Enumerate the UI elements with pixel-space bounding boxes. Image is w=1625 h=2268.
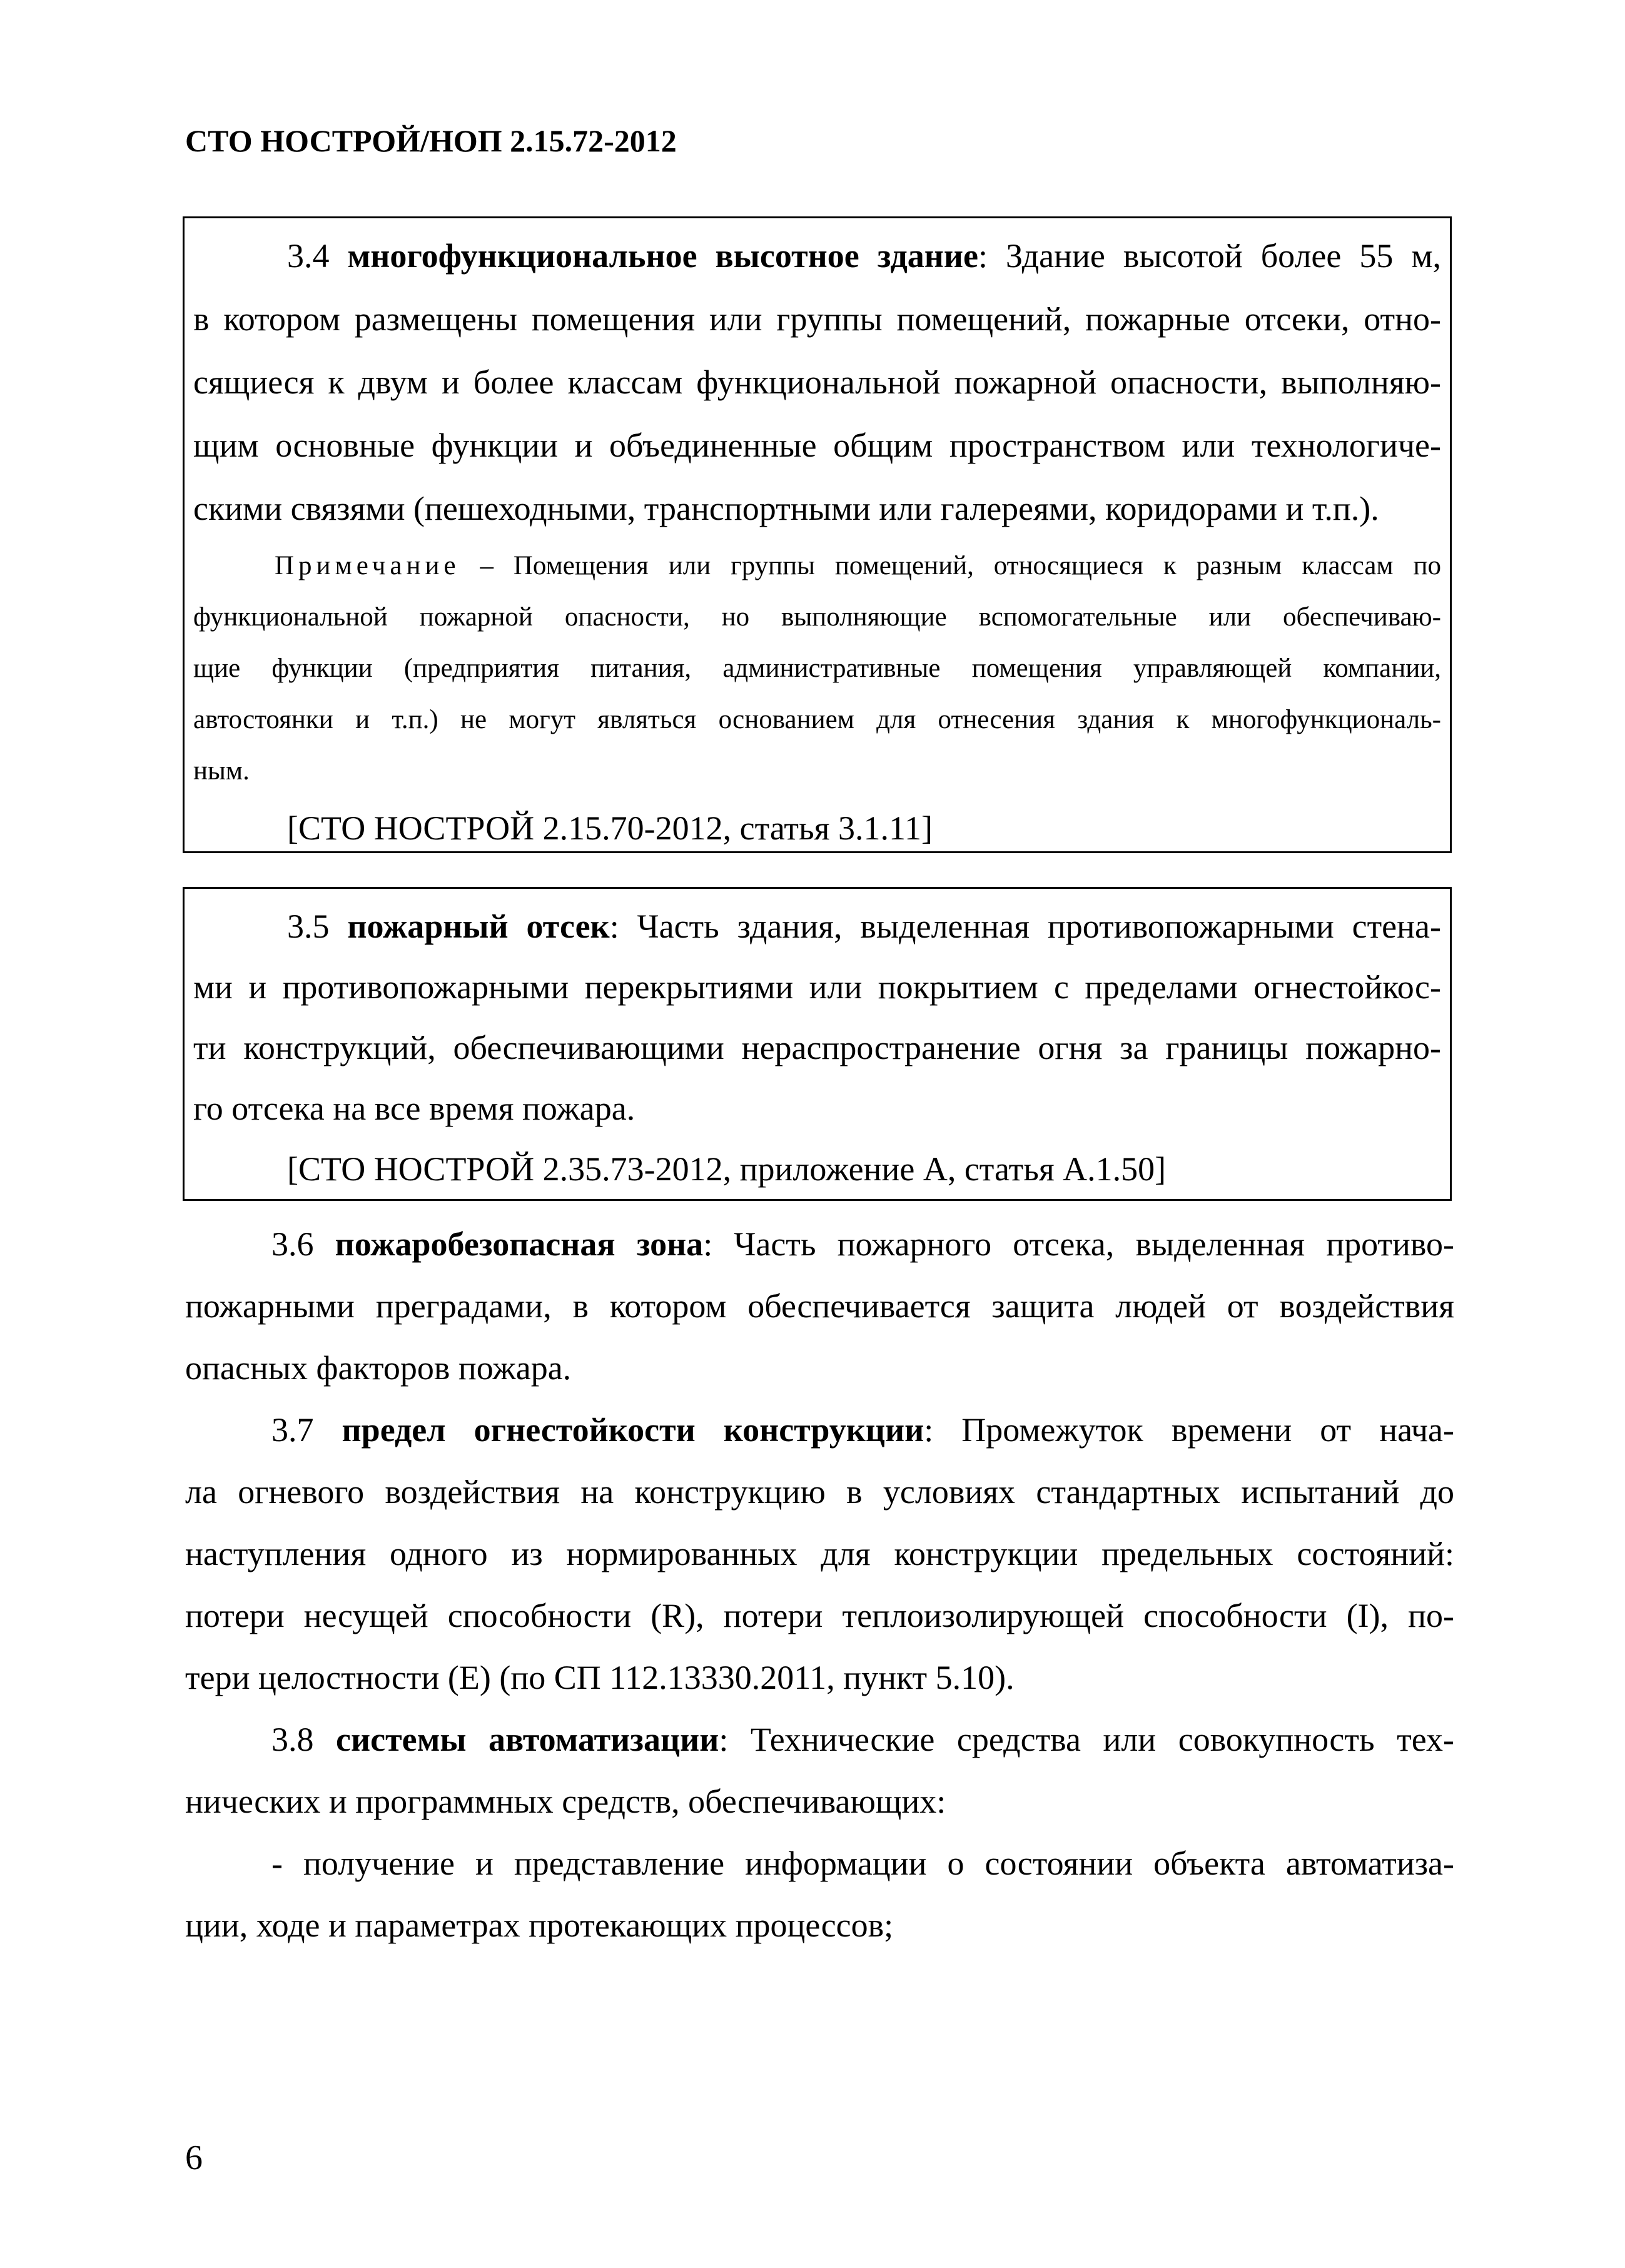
text-line <box>185 1585 1454 1647</box>
text-line <box>185 1895 1454 1957</box>
text-line <box>193 1018 1441 1078</box>
text-line <box>185 1275 1454 1337</box>
line-text: автостоянки и т.п.) не могут являться основанием для отнесения здания к многофункциональ- <box>193 705 1441 734</box>
line-text: - получение и представление информации о состоянии объекта автоматиза- <box>271 1845 1454 1882</box>
line-text: скими связями (пешеходными, транспортными или галереями, коридорами и т.п.). <box>193 490 1379 527</box>
defined-term: пожарный отсек <box>347 908 610 945</box>
line-text: ла огневого воздействия на конструкцию в условиях стандартных испытаний до <box>185 1473 1454 1511</box>
line-text: : Часть пожарного отсека, выделенная противо- <box>703 1225 1454 1263</box>
text-line <box>193 643 1441 694</box>
line-text: ти конструкций, обеспечивающими нераспространение огня за границы пожарно- <box>193 1029 1441 1066</box>
text-line <box>193 694 1441 746</box>
clause-number: 3.5 <box>287 908 330 945</box>
definition-paragraph <box>193 896 1441 1139</box>
line-text: потери несущей способности (R), потери теплоизолирующей способности (I), по- <box>185 1597 1454 1634</box>
text-line <box>193 477 1441 540</box>
line-text: наступления одного из нормированных для конструкции предельных состояний: <box>185 1535 1454 1572</box>
line-text: щим основные функции и объединенные общим пространством или технологиче- <box>193 427 1441 464</box>
text-line <box>193 540 1441 592</box>
paragraph <box>185 1833 1454 1957</box>
definition-box-3-4 <box>183 216 1452 853</box>
body-text <box>185 1213 1454 1957</box>
line-text: – Помещения или группы помещений, относящиеся к разным классам по <box>460 551 1441 580</box>
text-line <box>193 1078 1441 1139</box>
page-number: 6 <box>185 2139 203 2177</box>
line-text: : Часть здания, выделенная противопожарными стена- <box>609 908 1441 945</box>
clause-number: 3.6 <box>271 1225 314 1263</box>
defined-term: системы автоматизации <box>336 1721 719 1758</box>
text-line <box>185 1399 1454 1461</box>
definition-paragraph <box>193 225 1441 540</box>
line-text: го отсека на все время пожара. <box>193 1090 635 1127</box>
defined-term: предел огнестойкости конструкции <box>342 1411 924 1449</box>
text-line <box>185 1523 1454 1585</box>
text-line <box>193 288 1441 351</box>
text-line <box>193 957 1441 1018</box>
text-line <box>185 1461 1454 1523</box>
text-line <box>185 1709 1454 1771</box>
document-header: СТО НОСТРОЙ/НОП 2.15.72-2012 <box>185 123 677 158</box>
clause-number: 3.7 <box>271 1411 314 1449</box>
definition-box-3-5 <box>183 887 1452 1201</box>
citation: [СТО НОСТРОЙ 2.35.73-2012, приложение А, статья А.1.50] <box>287 1150 1167 1188</box>
text-line <box>185 1213 1454 1275</box>
text-line <box>185 1833 1454 1895</box>
text-line <box>185 1771 1454 1833</box>
text-line <box>193 414 1441 477</box>
note-label: Примечание <box>275 551 460 580</box>
line-text: сящиеся к двум и более классам функциональной пожарной опасности, выполняю- <box>193 363 1441 401</box>
text-line <box>185 1647 1454 1709</box>
defined-term: многофункциональное высотное здание <box>347 237 978 275</box>
clause-number: 3.4 <box>287 237 330 275</box>
text-line <box>193 351 1441 414</box>
text-line <box>193 592 1441 643</box>
line-text: нических и программных средств, обеспечивающих: <box>185 1783 946 1820</box>
text-line <box>185 1337 1454 1399</box>
line-text: тери целостности (Е) (по СП 112.13330.2011, пункт 5.10). <box>185 1659 1015 1696</box>
line-text: опасных факторов пожара. <box>185 1349 572 1387</box>
defined-term: пожаробезопасная зона <box>335 1225 704 1263</box>
paragraph <box>185 1213 1454 1399</box>
citation: [СТО НОСТРОЙ 2.15.70-2012, статья 3.1.11] <box>287 809 933 847</box>
text-line <box>193 225 1441 288</box>
line-text: : Здание высотой более 55 м, <box>978 237 1442 275</box>
line-text: пожарными преградами, в котором обеспечивается защита людей от воздействия <box>185 1287 1454 1325</box>
line-text: в котором размещены помещения или группы помещений, пожарные отсеки, отно- <box>193 300 1441 338</box>
line-text: ми и противопожарными перекрытиями или покрытием с пределами огнестойкос- <box>193 968 1441 1006</box>
line-text: щие функции (предприятия питания, административные помещения управляющей компании, <box>193 654 1441 683</box>
line-text: функциональной пожарной опасности, но выполняющие вспомогательные или обеспечиваю- <box>193 602 1441 632</box>
line-text: : Технические средства или совокупность тех- <box>719 1721 1454 1758</box>
paragraph <box>185 1709 1454 1833</box>
paragraph <box>185 1399 1454 1709</box>
text-line <box>193 896 1441 957</box>
clause-number: 3.8 <box>271 1721 314 1758</box>
line-text: : Промежуток времени от нача- <box>924 1411 1455 1449</box>
text-line <box>193 746 1441 797</box>
note <box>193 540 1441 797</box>
line-text: ным. <box>193 756 250 786</box>
line-text: ции, ходе и параметрах протекающих процессов; <box>185 1906 894 1944</box>
